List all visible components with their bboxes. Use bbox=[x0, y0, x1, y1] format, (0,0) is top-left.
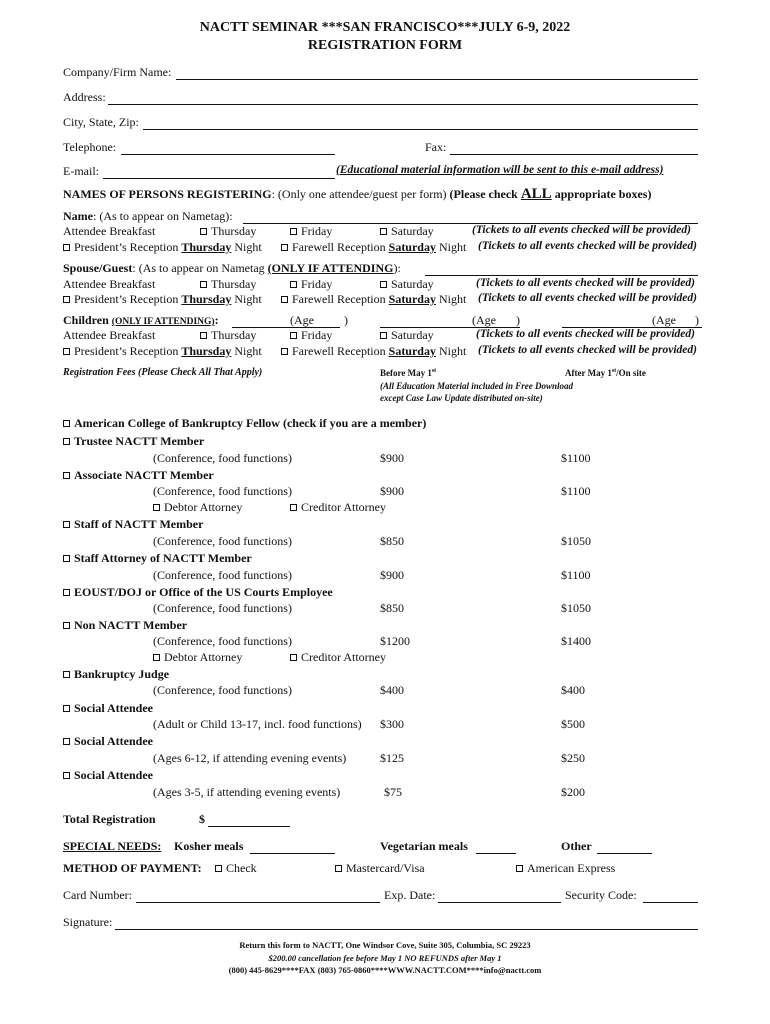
checkbox[interactable] bbox=[200, 228, 207, 235]
names-heading-bold: NAMES OF PERSONS REGISTERING bbox=[63, 187, 272, 201]
email-field[interactable] bbox=[103, 178, 335, 179]
spouse-friday-label: Friday bbox=[301, 277, 333, 291]
spouse-presidents-reception-option[interactable] bbox=[63, 292, 262, 307]
price-after: $1100 bbox=[561, 451, 591, 465]
night-label: Night bbox=[234, 240, 262, 254]
checkbox[interactable] bbox=[290, 654, 297, 661]
price-before: $125 bbox=[380, 751, 404, 765]
vegetarian-field[interactable] bbox=[476, 853, 516, 854]
associate-creditor-option[interactable] bbox=[290, 500, 386, 515]
checkbox[interactable] bbox=[200, 281, 207, 288]
category-name: American College of Bankruptcy Fellow (check if you are a member) bbox=[74, 416, 427, 430]
checkbox[interactable] bbox=[516, 865, 523, 872]
non-member-debtor-option[interactable] bbox=[153, 650, 242, 665]
category-desc: (Ages 6-12, if attending evening events) bbox=[153, 751, 347, 765]
kosher-field[interactable] bbox=[250, 853, 335, 854]
checkbox[interactable] bbox=[290, 228, 297, 235]
before-sup: st bbox=[431, 368, 437, 374]
category-desc: (Conference, food functions) bbox=[153, 534, 292, 548]
children-attendee-breakfast-label: Attendee Breakfast bbox=[63, 328, 156, 342]
spouse-label bbox=[63, 261, 401, 276]
total-registration-label: Total Registration bbox=[63, 812, 156, 826]
checkbox[interactable] bbox=[380, 281, 387, 288]
price-after: $500 bbox=[561, 717, 585, 731]
spouse-saturday-option[interactable] bbox=[380, 277, 434, 292]
other-field[interactable] bbox=[597, 853, 652, 854]
checkbox[interactable] bbox=[281, 348, 288, 355]
price-before: $1200 bbox=[380, 634, 410, 648]
footer-address: Return this form to NACTT, One Windsor Cove, Suite 305, Columbia, SC 29223 bbox=[239, 940, 531, 950]
price-before: $900 bbox=[380, 451, 404, 465]
age-close-label: ) bbox=[516, 313, 520, 327]
spouse-saturday-label: Saturday bbox=[391, 277, 434, 291]
checkbox[interactable] bbox=[63, 705, 70, 712]
category-name: Staff of NACTT Member bbox=[74, 517, 204, 531]
name-attendee-breakfast-label: Attendee Breakfast bbox=[63, 224, 156, 238]
total-currency: $ bbox=[199, 812, 205, 826]
children-thursday-label: Thursday bbox=[211, 328, 257, 342]
night-label: Night bbox=[234, 292, 262, 306]
checkbox[interactable] bbox=[63, 671, 70, 678]
category-judge[interactable] bbox=[63, 667, 169, 682]
price-before: $850 bbox=[380, 601, 404, 615]
payment-check-label: Check bbox=[226, 861, 257, 875]
price-before: $900 bbox=[380, 568, 404, 582]
checkbox[interactable] bbox=[281, 296, 288, 303]
price-after: $250 bbox=[561, 751, 585, 765]
presidents-reception-label: President’s Reception bbox=[74, 240, 179, 254]
thursday-bold-label: Thursday bbox=[181, 344, 232, 358]
address-label: Address: bbox=[63, 90, 106, 104]
spouse-tickets-note: (Tickets to all events checked will be provided) bbox=[476, 277, 695, 289]
name-saturday-label: Saturday bbox=[391, 224, 434, 238]
category-desc: (Conference, food functions) bbox=[153, 683, 292, 697]
category-associate[interactable] bbox=[63, 468, 214, 483]
name-label-bold: Name bbox=[63, 209, 93, 223]
vegetarian-label: Vegetarian meals bbox=[380, 839, 468, 853]
spouse-label-rest: : (As to appear on Nametag bbox=[132, 261, 265, 275]
night-label: Night bbox=[234, 344, 262, 358]
farewell-reception-label: Farewell Reception bbox=[292, 240, 386, 254]
price-before: $850 bbox=[380, 534, 404, 548]
name-friday-label: Friday bbox=[301, 224, 333, 238]
category-trustee[interactable] bbox=[63, 434, 204, 449]
age-close-label: ) bbox=[344, 313, 348, 327]
children-only-if-attending: (ONLY IF ATTENDING) bbox=[111, 317, 215, 327]
telephone-label: Telephone: bbox=[63, 140, 117, 154]
checkbox[interactable] bbox=[153, 504, 160, 511]
spouse-attendee-breakfast-label: Attendee Breakfast bbox=[63, 277, 156, 291]
name-farewell-reception-option[interactable] bbox=[281, 240, 466, 255]
after-sup: st bbox=[611, 368, 617, 374]
checkbox[interactable] bbox=[63, 772, 70, 779]
name-thursday-option[interactable] bbox=[200, 224, 256, 239]
category-desc: (Conference, food functions) bbox=[153, 484, 292, 498]
form-title: NACTT SEMINAR ***SAN FRANCISCO***JULY 6-9, 2022 bbox=[199, 20, 571, 35]
form-subtitle: REGISTRATION FORM bbox=[307, 38, 463, 53]
address-field[interactable] bbox=[108, 104, 698, 105]
category-name: Bankruptcy Judge bbox=[74, 667, 170, 681]
category-name: Associate NACTT Member bbox=[74, 468, 214, 482]
saturday-bold-label: Saturday bbox=[388, 344, 436, 358]
name-presidents-reception-option[interactable] bbox=[63, 240, 262, 255]
saturday-bold-label: Saturday bbox=[388, 292, 436, 306]
names-heading-check: (Please check bbox=[449, 187, 518, 201]
category-name: Staff Attorney of NACTT Member bbox=[74, 551, 252, 565]
registration-fees-heading: Registration Fees (Please Check All That Apply) bbox=[63, 367, 263, 378]
children-saturday-label: Saturday bbox=[391, 328, 434, 342]
spouse-field[interactable] bbox=[425, 275, 698, 276]
checkbox[interactable] bbox=[63, 348, 70, 355]
price-before: $900 bbox=[380, 484, 404, 498]
fees-note-line1: (All Education Material included in Free Download bbox=[380, 381, 574, 391]
after-label: After May 1 bbox=[565, 368, 612, 378]
children-presidents-reception-option[interactable] bbox=[63, 344, 262, 359]
children-tickets-note: (Tickets to all events checked will be provided) bbox=[476, 328, 695, 340]
city-state-zip-label: City, State, Zip: bbox=[63, 115, 139, 129]
total-field[interactable] bbox=[208, 826, 290, 827]
name-friday-option[interactable] bbox=[290, 224, 332, 239]
checkbox[interactable] bbox=[290, 332, 297, 339]
price-after: $1100 bbox=[561, 568, 591, 582]
signature-label: Signature: bbox=[63, 915, 113, 929]
names-heading-all: ALL bbox=[520, 186, 552, 202]
price-after: $1050 bbox=[561, 534, 591, 548]
category-name: Social Attendee bbox=[74, 734, 153, 748]
price-before: $75 bbox=[384, 785, 402, 799]
spouse-farewell-reception-option[interactable] bbox=[281, 292, 466, 307]
checkbox[interactable] bbox=[215, 865, 222, 872]
name-thursday-label: Thursday bbox=[211, 224, 257, 238]
checkbox[interactable] bbox=[63, 555, 70, 562]
checkbox[interactable] bbox=[290, 281, 297, 288]
name-tickets-note-2: (Tickets to all events checked will be provided) bbox=[478, 240, 697, 252]
footer-contact: (800) 445-8629****FAX (803) 765-0860****WWW.NACTT.COM****info@nactt.com bbox=[228, 965, 542, 975]
payment-amex-option[interactable] bbox=[516, 861, 615, 876]
exp-date-field[interactable] bbox=[438, 902, 561, 903]
children-label-colon: : bbox=[214, 313, 219, 327]
other-label: Other bbox=[561, 839, 592, 853]
farewell-reception-label: Farewell Reception bbox=[292, 344, 386, 358]
thursday-bold-label: Thursday bbox=[181, 240, 232, 254]
name-label bbox=[63, 209, 233, 224]
age-open-label: (Age bbox=[472, 313, 496, 327]
children-friday-option[interactable] bbox=[290, 328, 332, 343]
fax-label: Fax: bbox=[425, 140, 447, 154]
category-social-adult[interactable] bbox=[63, 701, 153, 716]
category-desc: (Adult or Child 13-17, incl. food functions) bbox=[153, 717, 362, 731]
presidents-reception-label: President’s Reception bbox=[74, 344, 179, 358]
category-staff-attorney[interactable] bbox=[63, 551, 252, 566]
after-may-header bbox=[565, 368, 646, 378]
night-label: Night bbox=[438, 292, 467, 306]
children-friday-label: Friday bbox=[301, 328, 333, 342]
age-open-label: (Age bbox=[290, 313, 314, 327]
kosher-label: Kosher meals bbox=[174, 839, 244, 853]
security-code-label: Security Code: bbox=[565, 888, 637, 902]
thursday-bold-label: Thursday bbox=[181, 292, 232, 306]
category-social-3-5[interactable] bbox=[63, 768, 153, 783]
checkbox[interactable] bbox=[290, 504, 297, 511]
category-desc: (Ages 3-5, if attending evening events) bbox=[153, 785, 341, 799]
checkbox[interactable] bbox=[63, 738, 70, 745]
category-staff[interactable] bbox=[63, 517, 203, 532]
spouse-thursday-label: Thursday bbox=[211, 277, 257, 291]
payment-mastercard-label: Mastercard/Visa bbox=[346, 861, 425, 875]
price-after: $1050 bbox=[561, 601, 591, 615]
children-label-bold: Children bbox=[63, 313, 109, 327]
price-after: $400 bbox=[561, 683, 585, 697]
name-tickets-note: (Tickets to all events checked will be provided) bbox=[472, 224, 691, 236]
checkbox[interactable] bbox=[281, 244, 288, 251]
farewell-reception-label: Farewell Reception bbox=[292, 292, 386, 306]
category-acb-fellow[interactable] bbox=[63, 416, 426, 431]
category-name: Non NACTT Member bbox=[74, 618, 188, 632]
spouse-thursday-option[interactable] bbox=[200, 277, 256, 292]
spouse-only-if-attending: (ONLY IF ATTENDING bbox=[267, 261, 394, 275]
email-note: (Educational material information will be sent to this e-mail address) bbox=[336, 164, 664, 176]
associate-debtor-option[interactable] bbox=[153, 500, 242, 515]
checkbox[interactable] bbox=[63, 622, 70, 629]
exp-date-label: Exp. Date: bbox=[384, 888, 436, 902]
checkbox[interactable] bbox=[380, 228, 387, 235]
option-label: Creditor Attorney bbox=[301, 650, 386, 664]
option-label: Debtor Attorney bbox=[164, 500, 243, 514]
payment-method-label: METHOD OF PAYMENT: bbox=[63, 861, 202, 875]
checkbox[interactable] bbox=[335, 865, 342, 872]
names-heading-end: appropriate boxes) bbox=[554, 187, 652, 201]
telephone-field[interactable] bbox=[121, 154, 335, 155]
price-before: $400 bbox=[380, 683, 404, 697]
children-saturday-option[interactable] bbox=[380, 328, 434, 343]
card-number-label: Card Number: bbox=[63, 888, 132, 902]
after-rest: /On site bbox=[616, 368, 646, 378]
names-heading-rest: : (Only one attendee/guest per form) bbox=[271, 187, 447, 201]
signature-field[interactable] bbox=[115, 929, 698, 930]
checkbox[interactable] bbox=[63, 244, 70, 251]
non-member-creditor-option[interactable] bbox=[290, 650, 386, 665]
checkbox[interactable] bbox=[63, 420, 70, 427]
email-label: E-mail: bbox=[63, 164, 99, 178]
footer-cancellation: $200.00 cancellation fee before May 1 NO REFUNDS after May 1 bbox=[268, 953, 502, 963]
children-tickets-note-2: (Tickets to all events checked will be provided) bbox=[478, 344, 697, 356]
children-farewell-reception-option[interactable] bbox=[281, 344, 466, 359]
security-code-field[interactable] bbox=[643, 902, 698, 903]
payment-amex-label: American Express bbox=[527, 861, 616, 875]
checkbox[interactable] bbox=[153, 654, 160, 661]
category-desc: (Conference, food functions) bbox=[153, 568, 292, 582]
checkbox[interactable] bbox=[63, 296, 70, 303]
category-non-member[interactable] bbox=[63, 618, 187, 633]
child-2-age bbox=[472, 313, 520, 328]
spouse-label-bold: Spouse/Guest bbox=[63, 261, 133, 275]
option-label: Debtor Attorney bbox=[164, 650, 243, 664]
category-desc: (Conference, food functions) bbox=[153, 451, 292, 465]
presidents-reception-label: President’s Reception bbox=[74, 292, 179, 306]
checkbox[interactable] bbox=[200, 332, 207, 339]
checkbox[interactable] bbox=[63, 438, 70, 445]
fax-field[interactable] bbox=[450, 154, 698, 155]
option-label: Creditor Attorney bbox=[301, 500, 386, 514]
checkbox[interactable] bbox=[380, 332, 387, 339]
price-after: $200 bbox=[561, 785, 585, 799]
spouse-label-end: ): bbox=[393, 261, 401, 275]
company-label: Company/Firm Name: bbox=[63, 65, 172, 79]
category-name: Social Attendee bbox=[74, 701, 153, 715]
price-after: $1100 bbox=[561, 484, 591, 498]
spouse-tickets-note-2: (Tickets to all events checked will be provided) bbox=[478, 292, 697, 304]
price-after: $1400 bbox=[561, 634, 591, 648]
category-desc: (Conference, food functions) bbox=[153, 601, 292, 615]
category-name: EOUST/DOJ or Office of the US Courts Employee bbox=[74, 585, 333, 599]
night-label: Night bbox=[438, 344, 467, 358]
payment-mastercard-option[interactable] bbox=[335, 861, 425, 876]
category-name: Trustee NACTT Member bbox=[74, 434, 205, 448]
child-3-age bbox=[652, 313, 699, 328]
category-desc: (Conference, food functions) bbox=[153, 634, 292, 648]
name-saturday-option[interactable] bbox=[380, 224, 434, 239]
spouse-friday-option[interactable] bbox=[290, 277, 332, 292]
child-1-age bbox=[290, 313, 348, 328]
category-name: Social Attendee bbox=[74, 768, 153, 782]
children-label bbox=[63, 313, 219, 328]
age-close-label: ) bbox=[695, 313, 699, 327]
special-needs-label: SPECIAL NEEDS: bbox=[63, 839, 162, 853]
company-field[interactable] bbox=[176, 79, 698, 80]
price-before: $300 bbox=[380, 717, 404, 731]
fees-note-line2: except Case Law Update distributed on-site) bbox=[380, 393, 543, 403]
card-number-field[interactable] bbox=[136, 902, 380, 903]
category-eoust[interactable] bbox=[63, 585, 333, 600]
night-label: Night bbox=[438, 240, 467, 254]
city-state-zip-field[interactable] bbox=[143, 129, 698, 130]
before-label: Before May 1 bbox=[380, 368, 432, 378]
payment-check-option[interactable] bbox=[215, 861, 257, 876]
name-label-rest: : (As to appear on Nametag): bbox=[93, 209, 233, 223]
children-thursday-option[interactable] bbox=[200, 328, 256, 343]
names-heading bbox=[63, 186, 651, 203]
saturday-bold-label: Saturday bbox=[388, 240, 436, 254]
checkbox[interactable] bbox=[63, 521, 70, 528]
checkbox[interactable] bbox=[63, 589, 70, 596]
age-open-label: (Age bbox=[652, 313, 676, 327]
checkbox[interactable] bbox=[63, 472, 70, 479]
before-may-header bbox=[380, 368, 436, 378]
category-social-6-12[interactable] bbox=[63, 734, 153, 749]
